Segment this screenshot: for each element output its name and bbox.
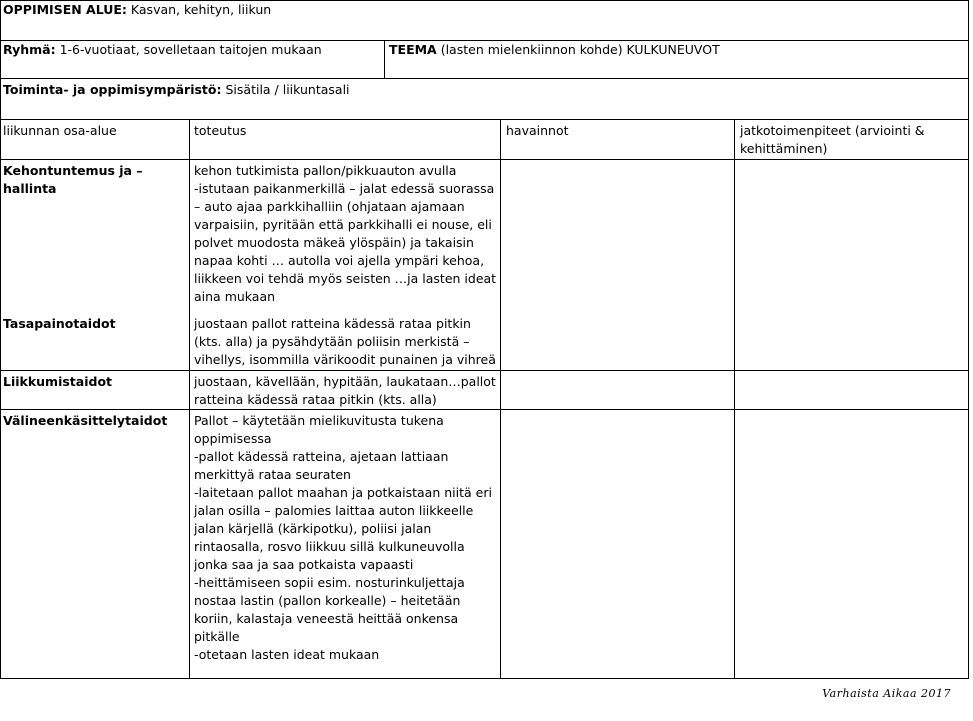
area-label: Kehontuntemus ja –hallinta — [3, 163, 143, 196]
learning-area-value: Kasvan, kehityn, liikun — [130, 2, 272, 17]
column-header: liikunnan osa-alue — [3, 123, 117, 138]
divider — [0, 409, 969, 410]
area-label: Tasapainotaidot — [3, 316, 116, 331]
divider — [0, 78, 969, 79]
implementation-text: juostaan pallot ratteina kädessä rataa pitkin (kts. alla) ja pysähdytään poliisin merkistä – vihellys, isommilla värikoodit punainen ja vihreä — [194, 316, 496, 367]
column-header: jatkotoimenpiteet (arviointi & kehittäminen) — [740, 123, 925, 156]
group-value: 1-6-vuotiaat, sovelletaan taitojen mukaan — [59, 42, 322, 57]
divider — [0, 119, 969, 120]
bottom-border — [0, 678, 969, 679]
implementation-text: juostaan, kävellään, hypitään, laukataan…pallot ratteina kädessä rataa pitkin (kts. alla) — [194, 374, 496, 407]
environment-label: Toiminta- ja oppimisympäristö: — [3, 82, 222, 97]
implementation-text: kehon tutkimista pallon/pikkuauton avulla -istutaan paikanmerkillä – jalat edessä suorassa – auto ajaa parkkihalliin (ohjataan ajamaan varpaisiin, pyritään että parkkihalli ei nouse, eli polvet muodosta mäkeä ylöspäin) ja takaisin napaa kohti … autolla voi ajella ympäri kehoa, liikkeen voi tehdä myös seisten …ja lasten ideat aina mukaan — [194, 163, 497, 304]
divider — [384, 40, 385, 78]
environment-value: Sisätila / liikuntasali — [225, 82, 350, 97]
learning-area-cell — [0, 0, 969, 40]
signature: Varhaista Aikaa 2017 — [822, 687, 951, 700]
group-cell — [0, 40, 385, 78]
divider — [0, 370, 969, 371]
column-header: toteutus — [194, 123, 247, 138]
column-divider — [500, 119, 501, 679]
theme-value: (lasten mielenkiinnon kohde) KULKUNEUVOT — [440, 42, 720, 57]
theme-label: TEEMA — [389, 42, 437, 57]
column-divider — [734, 119, 735, 679]
environment-cell — [0, 80, 969, 118]
area-label: Liikkumistaidot — [3, 374, 113, 389]
implementation-text: Pallot – käytetään mielikuvitusta tukena oppimisessa -pallot kädessä ratteina, ajetaan lattiaan merkittyä rataa seuraten -laitetaan pallot maahan ja potkaistaan niitä eri jalan osilla – palomies laittaa auton liikkeelle jalan kärjellä (kärkipotku), poliisi jalan rintaosalla, rosvo liikkuu sillä kulkuneuvolla jonka saa ja saa potkaista vapaasti -heittämiseen sopii esim. nosturinkuljettaja nostaa lastin (pallon korkealle) – heitetään koriin, kalastaja veneestä heittää onkensa pitkälle -otetaan lasten ideat mukaan — [194, 413, 492, 662]
area-label: Välineenkäsittelytaidot — [3, 413, 168, 428]
theme-cell — [386, 40, 969, 78]
column-divider — [189, 119, 190, 679]
column-header: havainnot — [506, 123, 569, 138]
group-label: Ryhmä: — [3, 42, 56, 57]
learning-area-label: OPPIMISEN ALUE: — [3, 2, 127, 17]
divider — [0, 159, 969, 160]
